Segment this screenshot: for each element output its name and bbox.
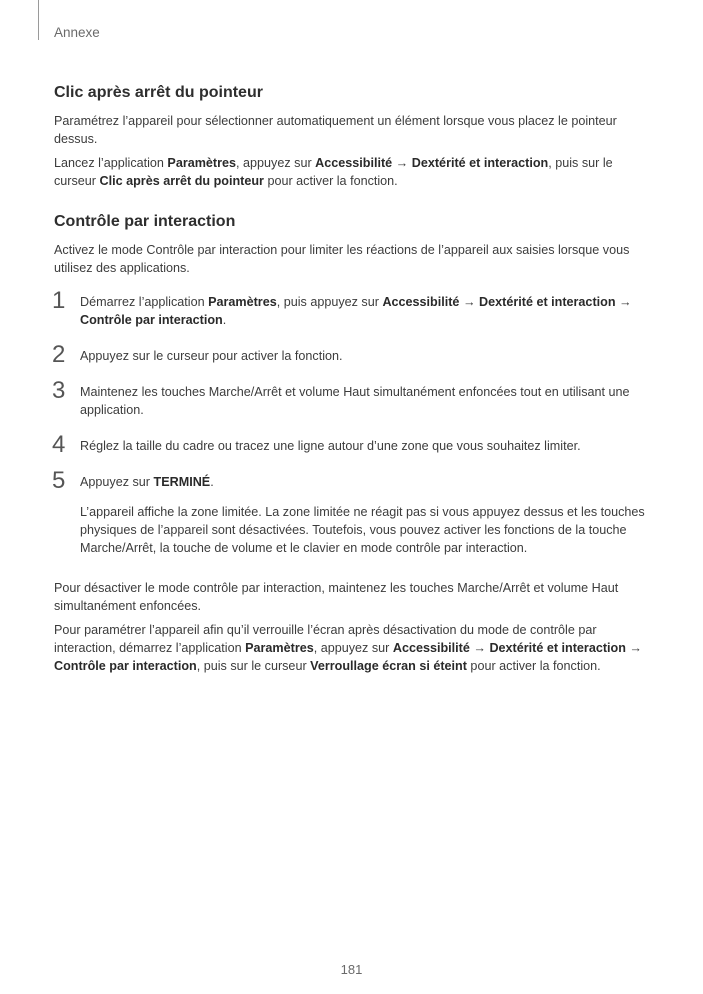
step-number: 2 [52, 341, 66, 368]
header-title: Annexe [54, 25, 100, 40]
step-2 [52, 341, 650, 368]
step-text: Appuyez sur le curseur pour activer la fonction. [80, 349, 343, 363]
paragraph-dwell-steps: Lancez l’application Paramètres, appuyez sur Accessibilité → Dextérité et interaction, puis sur le curseur Clic après arrêt du pointeur pour activer la fonction. [54, 156, 613, 188]
section-heading-dwell-click: Clic après arrêt du pointeur [54, 84, 263, 101]
paragraph-deactivate: Pour désactiver le mode contrôle par interaction, maintenez les touches Marche/Arrêt et volume Haut simultanément enfoncées. [54, 581, 619, 613]
step-text: Maintenez les touches Marche/Arrêt et volume Haut simultanément enfoncées tout en utilisant une application. [80, 385, 630, 417]
header-rule [38, 0, 39, 40]
step-4 [52, 431, 650, 458]
page-number: 181 [340, 962, 363, 977]
section-heading-interaction-control: Contrôle par interaction [54, 213, 236, 230]
step-text: Démarrez l’application Paramètres, puis appuyez sur Accessibilité → Dextérité et interaction → Contrôle par interaction. [80, 295, 632, 327]
paragraph-lock-screen: Pour paramétrer l’appareil afin qu’il verrouille l’écran après désactivation du mode de contrôle par interaction, démarrez l’application Paramètres, appuyez sur Accessibilité → Dextérité et interaction → Contrôle par interaction, puis sur le curseur Verroullage écran si éteint pour activer la fonction. [54, 623, 643, 673]
step-text: Réglez la taille du cadre ou tracez une ligne autour d’une zone que vous souhaitez limiter. [80, 439, 581, 453]
step-number: 3 [52, 377, 66, 404]
step-number: 5 [52, 467, 66, 494]
page-content [54, 84, 650, 681]
step-text: Appuyez sur TERMINÉ. [80, 475, 214, 489]
steps-list [52, 287, 650, 557]
paragraph-interaction-intro: Activez le mode Contrôle par interaction pour limiter les réactions de l’appareil aux saisies lorsque vous utilisez des applications. [54, 243, 630, 275]
step-detail: L’appareil affiche la zone limitée. La zone limitée ne réagit pas si vous appuyez dessus et les touches physiques de l’appareil sont désactivées. Toutefois, vous pouvez activer les fonctions de la touche Marche/Arrêt, la touche de volume et le clavier en mode contrôle par interaction. [80, 505, 645, 555]
step-number: 4 [52, 431, 66, 458]
paragraph-dwell-intro: Paramétrez l’appareil pour sélectionner automatiquement un élément lorsque vous placez le pointeur dessus. [54, 114, 617, 146]
step-3 [52, 377, 650, 419]
step-number: 1 [52, 287, 66, 314]
step-5 [52, 467, 650, 557]
step-1 [52, 287, 650, 329]
